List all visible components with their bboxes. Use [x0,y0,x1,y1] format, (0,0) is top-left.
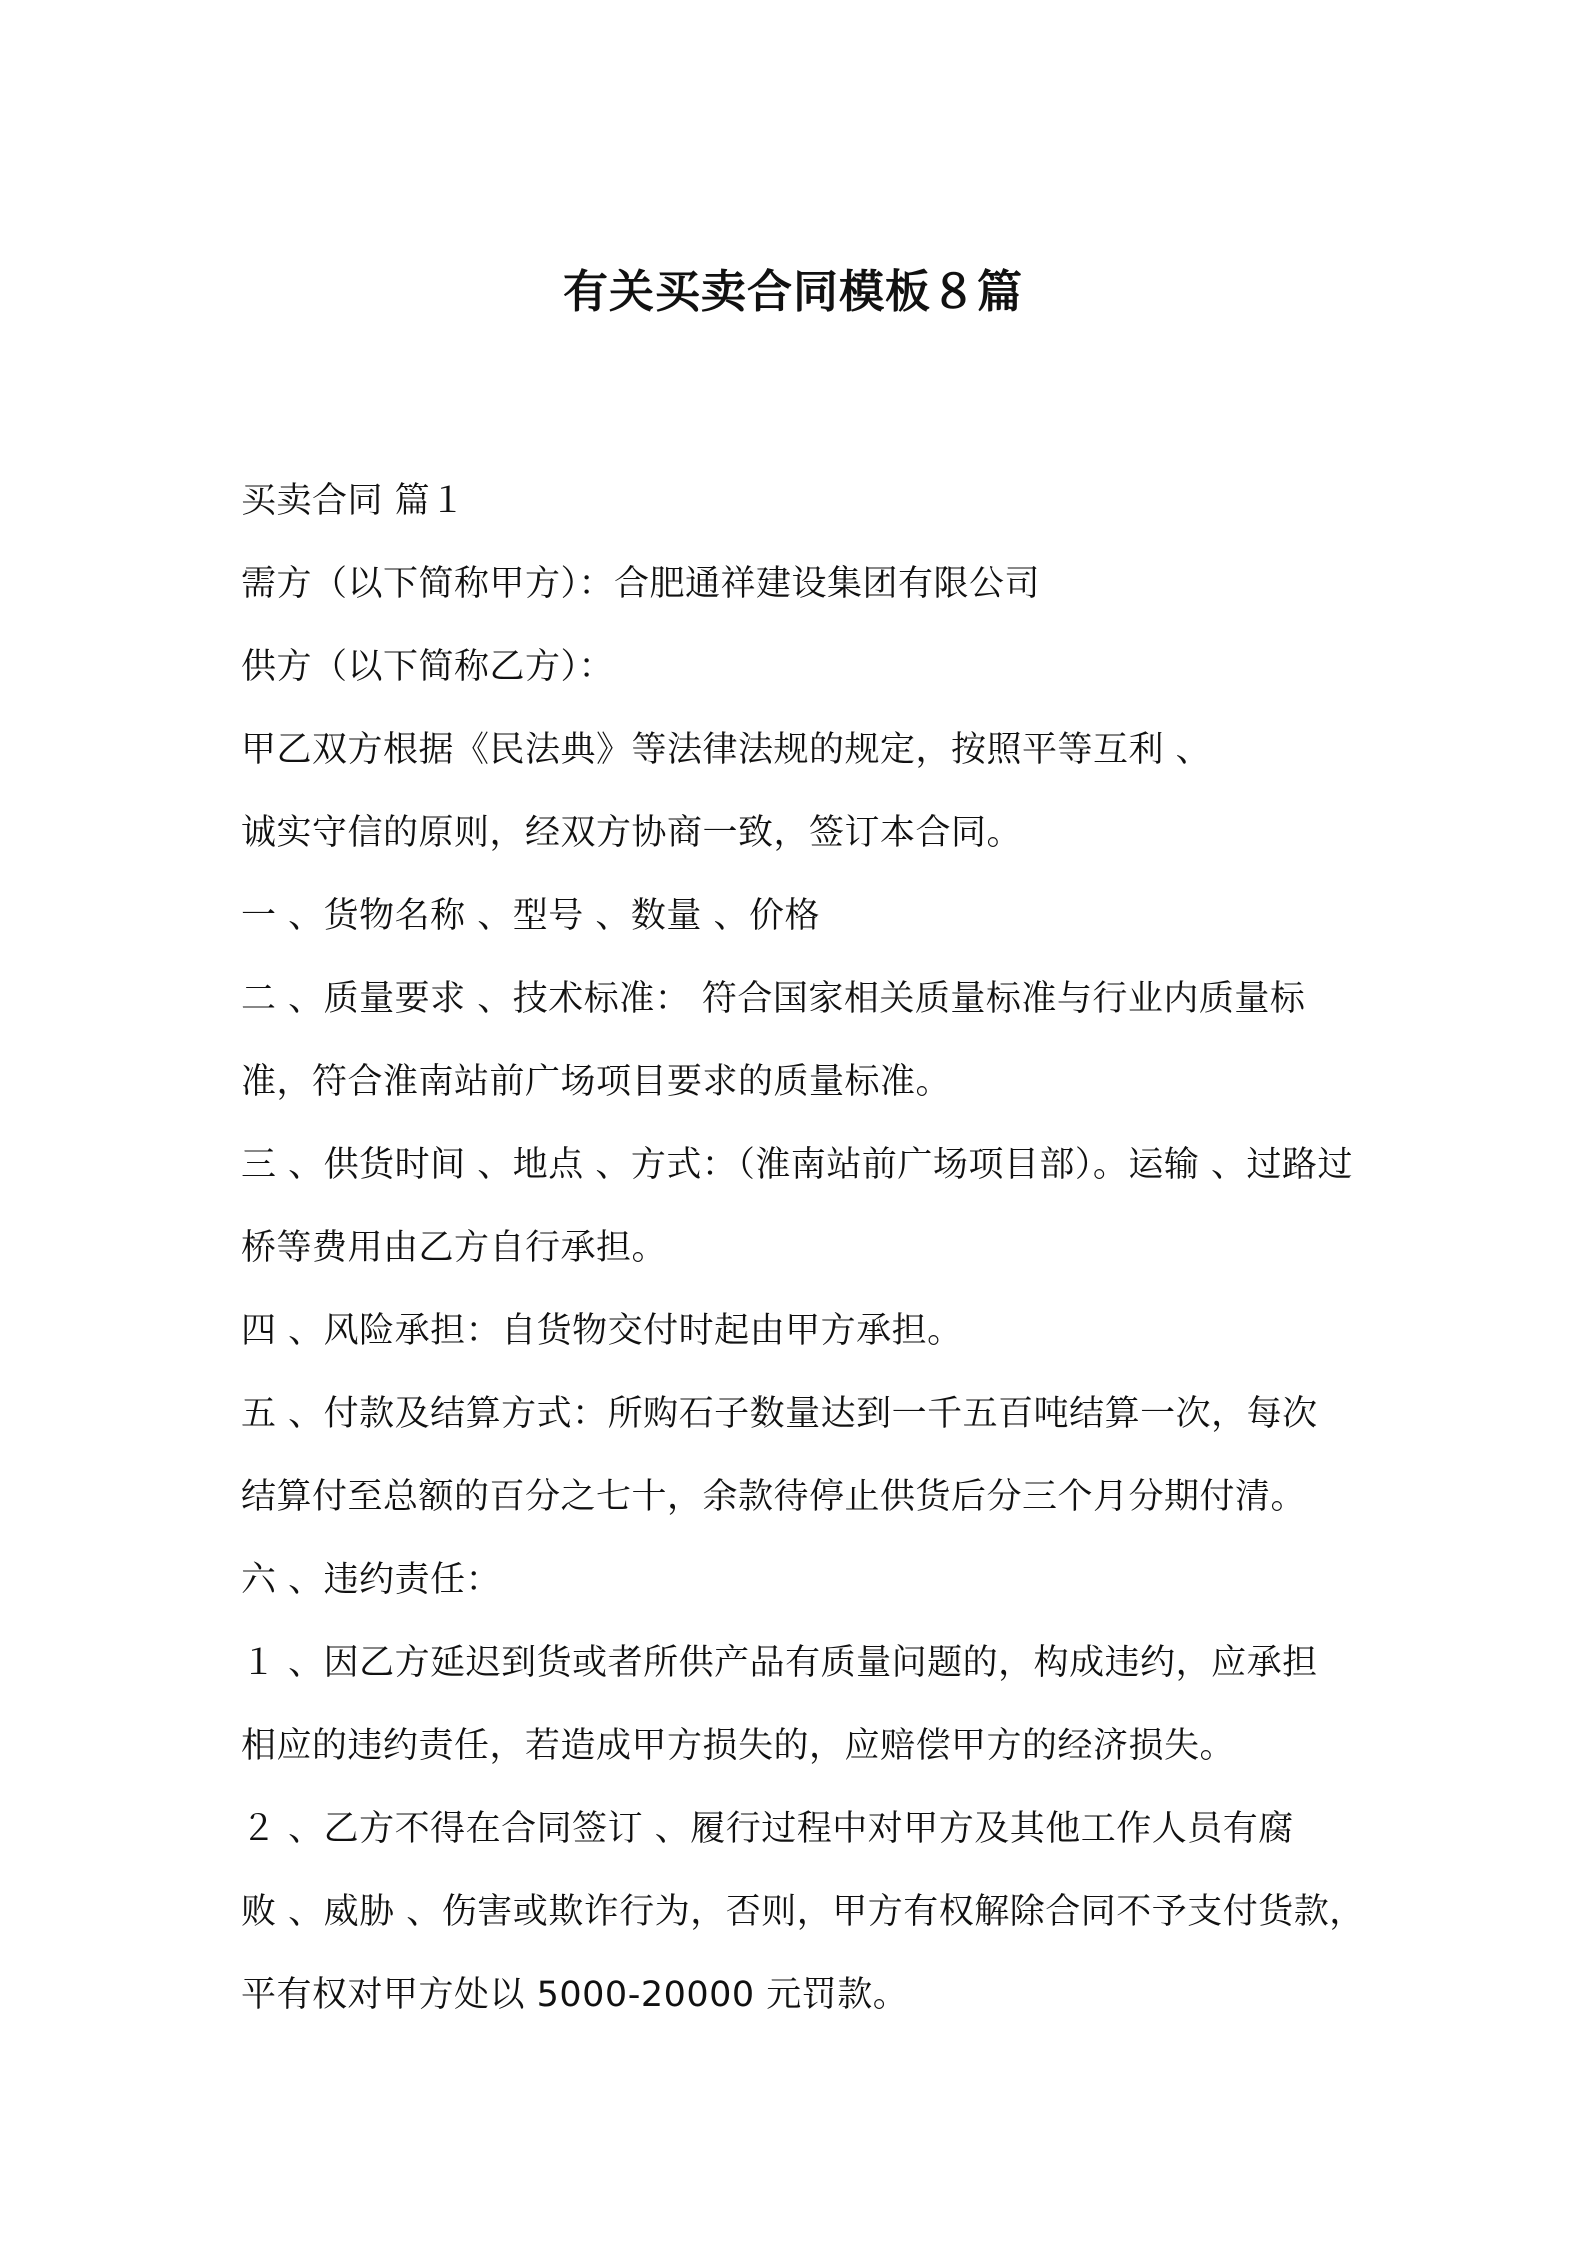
section-heading: 买卖合同 篇１ [241,481,466,521]
seller-line: 供方（以下简称乙方）： [241,647,615,687]
clause-line: 二 、质量要求 、技术标准： 符合国家相关质量标准与行业内质量标 [241,979,1306,1019]
clause-line: 准，符合淮南站前广场项目要求的质量标准。 [241,1062,952,1102]
clause-line: 四 、风险承担：自货物交付时起由甲方承担。 [241,1311,963,1351]
clause-line: 败 、威胁 、伤害或欺诈行为，否则，甲方有权解除合同不予支付货款， [241,1892,1365,1932]
clause-line: 六 、违约责任： [241,1560,502,1600]
paragraph-line: 诚实守信的原则，经双方协商一致，签订本合同。 [241,813,1023,853]
buyer-line: 需方（以下简称甲方）：合肥通祥建设集团有限公司 [241,564,1041,604]
clause-line: ２ 、乙方不得在合同签订 、履行过程中对甲方及其他工作人员有腐 [241,1809,1294,1849]
document-title: 有关买卖合同模板８篇 [562,265,1023,318]
clause-line: 相应的违约责任，若造成甲方损失的，应赔偿甲方的经济损失。 [241,1726,1236,1766]
paragraph-line: 甲乙双方根据《民法典》等法律法规的规定，按照平等互利 、 [241,730,1212,770]
clause-line: 三 、供货时间 、地点 、方式：（淮南站前广场项目部）。运输 、过路过 [241,1145,1354,1185]
clause-line: 桥等费用由乙方自行承担。 [241,1228,668,1268]
clause-line: 结算付至总额的百分之七十，余款待停止供货后分三个月分期付清。 [241,1477,1307,1517]
document-body [241,460,1365,2037]
clause-line: １ 、因乙方延迟到货或者所供产品有质量问题的，构成违约，应承担 [241,1643,1318,1683]
clause-line: 一 、货物名称 、型号 、数量 、价格 [241,896,821,936]
clause-line: 平有权对甲方处以 5000-20000 元罚款。 [241,1975,909,2015]
clause-line: 五 、付款及结算方式：所购石子数量达到一千五百吨结算一次，每次 [241,1394,1318,1434]
